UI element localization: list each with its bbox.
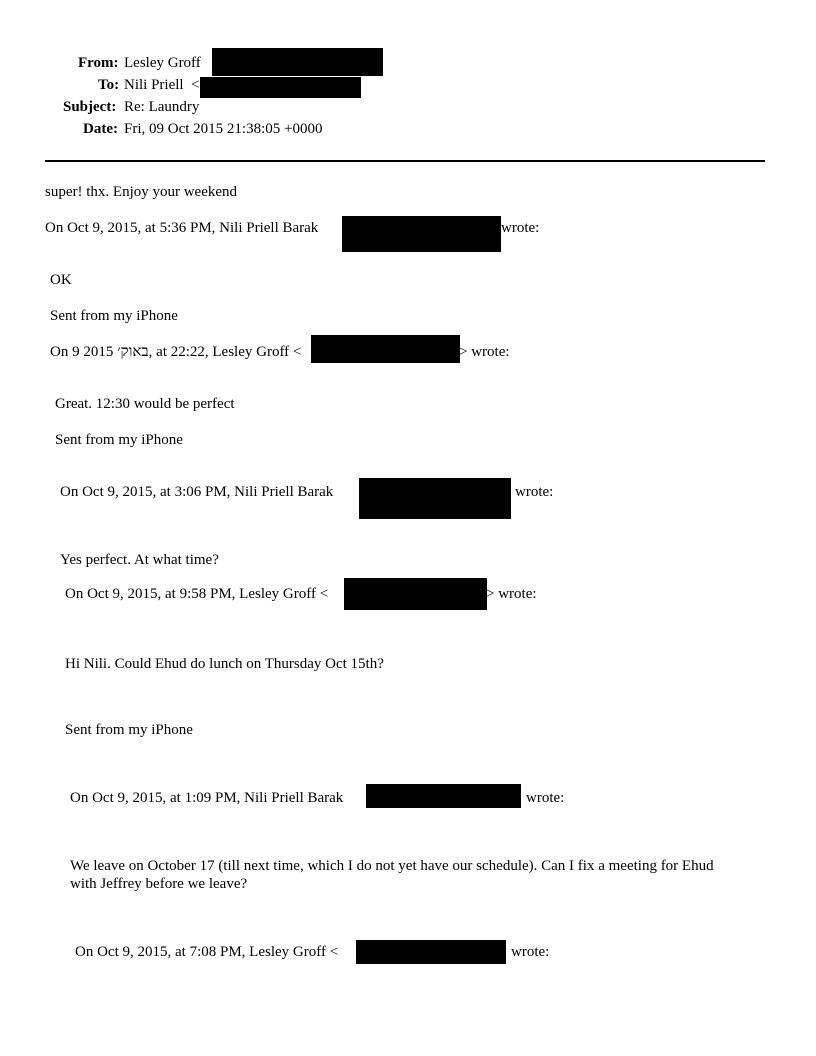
quote-wrote: > wrote:: [459, 344, 510, 360]
quote-wrote: wrote:: [515, 484, 554, 500]
subject-label: Subject:: [63, 99, 117, 115]
quote-attribution: On Oct 9, 2015, at 3:06 PM, Nili Priell Barak: [60, 484, 334, 500]
quote-wrote: > wrote:: [486, 586, 537, 602]
quote-attribution: On Oct 9, 2015, at 5:36 PM, Nili Priell Barak: [45, 220, 319, 236]
header-divider: [45, 160, 765, 162]
message-text: Hi Nili. Could Ehud do lunch on Thursday Oct 15th?: [65, 656, 384, 672]
quote-wrote: wrote:: [501, 220, 540, 236]
to-label: To:: [98, 77, 120, 93]
quote-wrote: wrote:: [511, 944, 550, 960]
from-label: From:: [78, 55, 119, 71]
message-text: Yes perfect. At what time?: [60, 552, 219, 568]
from-value: Lesley Groff: [124, 55, 201, 71]
date-value: Fri, 09 Oct 2015 21:38:05 +0000: [124, 121, 323, 137]
message-text: OK: [50, 272, 72, 288]
redacted-email: [359, 478, 511, 519]
to-lt: <: [191, 77, 200, 93]
signature: Sent from my iPhone: [55, 432, 183, 448]
message-text: Great. 12:30 would be perfect: [55, 396, 235, 412]
signature: Sent from my iPhone: [65, 722, 193, 738]
redacted-email: [344, 578, 487, 610]
attr-day: On 9: [50, 344, 80, 360]
quote-attribution: On Oct 9, 2015, at 1:09 PM, Nili Priell Barak: [70, 790, 344, 806]
to-value: Nili Priell: [124, 77, 184, 93]
quote-attribution: On Oct 9, 2015, at 9:58 PM, Lesley Groff <: [65, 586, 329, 602]
redacted-from-email: [212, 48, 383, 76]
redacted-email: [366, 784, 521, 808]
quote-attribution: [50, 343, 301, 361]
signature: Sent from my iPhone: [50, 308, 178, 324]
attr-month-hebrew: באוק׳: [117, 344, 149, 360]
subject-value: Re: Laundry: [124, 99, 200, 115]
quote-wrote: wrote:: [526, 790, 565, 806]
redacted-email: [311, 335, 460, 363]
message-text: super! thx. Enjoy your weekend: [45, 184, 238, 200]
attr-year: 2015: [83, 344, 114, 360]
redacted-email: [342, 216, 501, 252]
redacted-to-email: [200, 77, 361, 98]
message-text: We leave on October 17 (till next time, which I do not yet have our schedule). Can I fix a meeting for Ehud with Jeffrey before we leave?: [70, 858, 714, 892]
redacted-email: [356, 940, 506, 964]
attr-rest: , at 22:22, Lesley Groff <: [148, 344, 302, 360]
quote-attribution: On Oct 9, 2015, at 7:08 PM, Lesley Groff <: [75, 944, 339, 960]
date-label: Date:: [83, 121, 118, 137]
